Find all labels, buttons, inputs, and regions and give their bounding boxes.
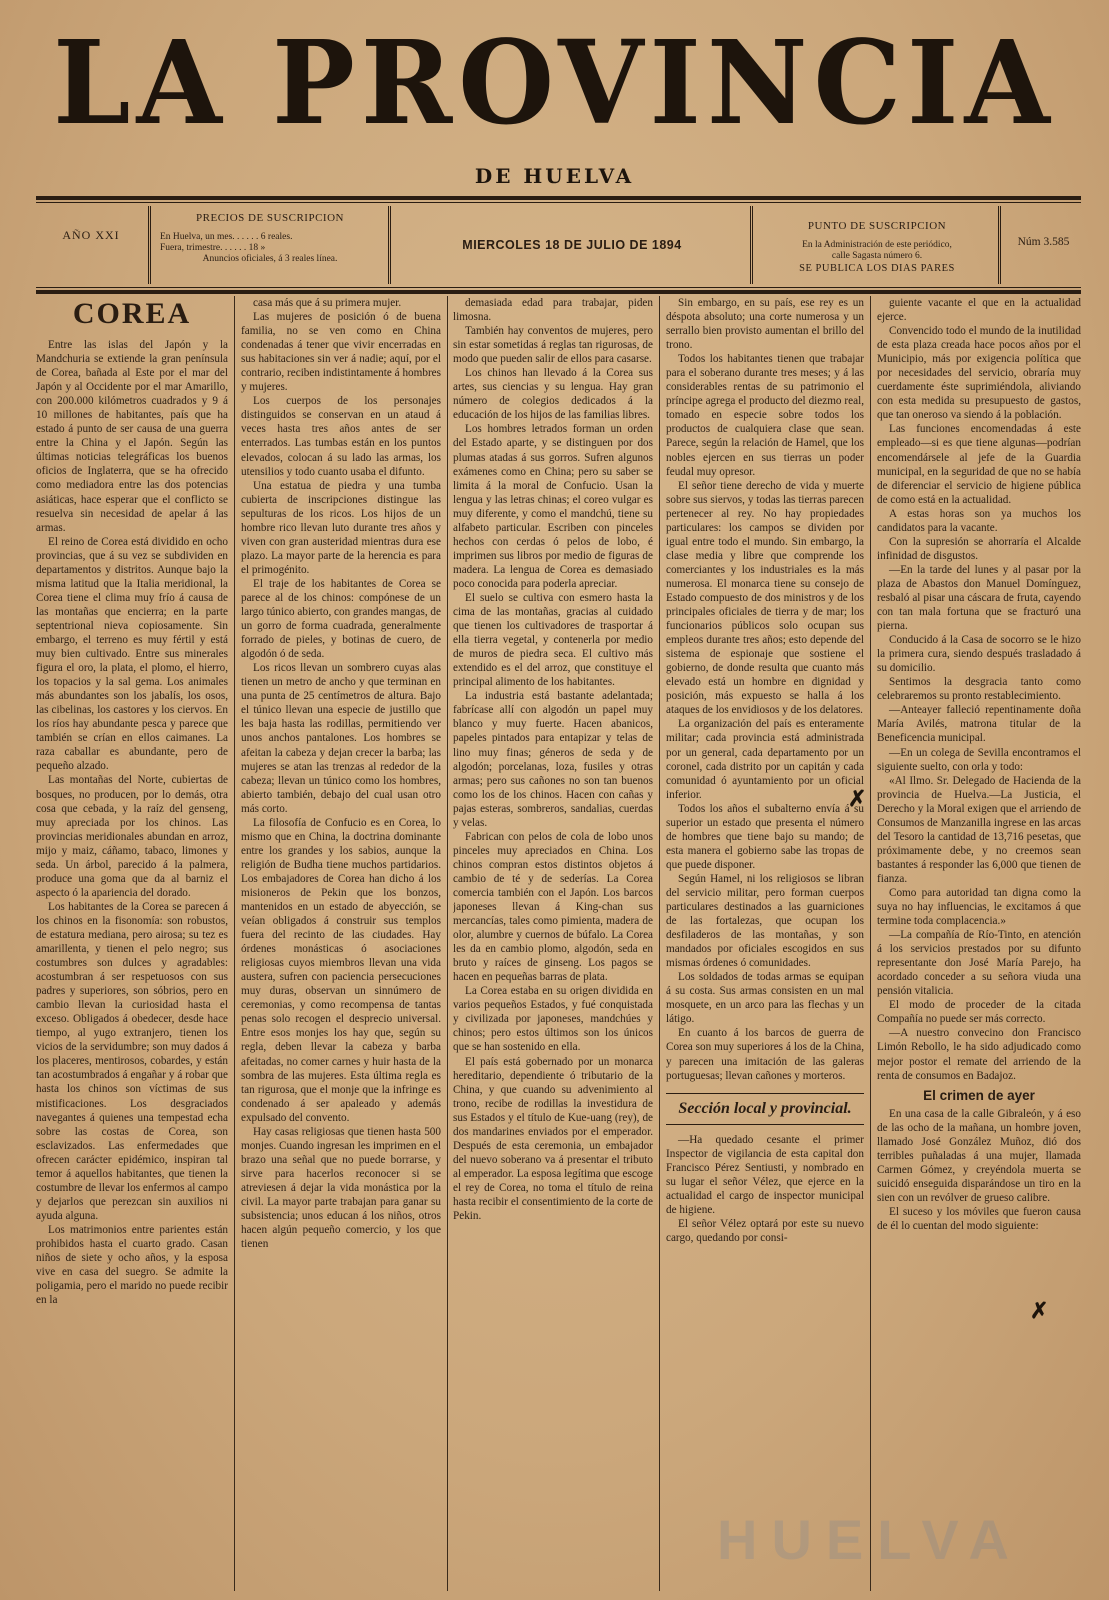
paragraph: —La compañía de Río-Tinto, en atención á los servicios prestados por su difunto representante don José María Parejo, ha acordado conceder a su señora viuda una pensión vitalicia. xyxy=(877,929,1081,998)
paragraph: La filosofía de Confucio es en Corea, lo mismo que en China, la doctrina dominante entre los grandes y los sabios, aunque la religión de Budha tiene muchos partidarios. Los embajadores de Corea han dicho á los misioneros de Pekin que los bonzos, mantenidos en un estado de abyección, se veían obligados á construir sus templos fuera del recinto de las ciudades. Hay órdenes monásticas ó asociaciones religiosas cuyos miembros llevan una vida austera, sufren con paciencia persecuciones muy duras, observan un sinnúmero de ceremonias, y como recompensa de tantas penas solo recogen el desprecio universal. Entre esos monjes los hay que, según su regla, deben llevar la cabeza y barba afeitadas, no comer carnes y huir hasta de la sombra de las mujeres. Esta última regla es tan rigurosa, que el monje que la infringe es condenado á ser apaleado y además expulsado del convento. xyxy=(241,816,441,1124)
paragraph: Como para autoridad tan digna como la suya no hay influencias, le excitamos á que termine toda complacencia.» xyxy=(877,886,1081,928)
paragraph: El reino de Corea está dividido en ocho provincias, que á su vez se subdividen en departamentos y distritos. Aunque bajo la misma latitud que la Italia meridional, la Corea tiene el clima muy frío á causa de las montañas que encierra; en la parte septentrional nieva copiosamente. Sin embargo, el terreno es muy fértil y está muy bien cultivado. Entre sus minerales figura el oro, la plata, el plomo, el hierro, los topacios y la sal gema. Los animales más abundantes son los jabalís, los osos, las cibelinas, los castores y los ciervos. En los ríos hay abundante pesca y parece que también se crían en ellos caimanes. La raza caballar es abundante, pero de pequeño alzado. xyxy=(36,535,228,773)
issue-date: MIERCOLES 18 DE JULIO DE 1894 xyxy=(462,238,682,252)
paragraph: Las montañas del Norte, cubiertas de bosques, no producen, por lo demás, otra cosa que cebada, y la raíz del genseng, muy apreciada por los chinos. Las provincias meridionales abundan en arroz, mijo y maiz, cáñamo, tabaco, limones y seda. Un árbol, parecido á la palmera, produce una goma que da al barniz el aspecto ó la apariencia del dorado. xyxy=(36,774,228,899)
paragraph: Las mujeres de posición ó de buena familia, no se ven como en China condenadas á tener que vivir encerradas en sus habitaciones sin ver á nadie; aquí, por el contrario, reciben indistintamente á hombres y mujeres. xyxy=(241,311,441,394)
article-columns xyxy=(36,296,1081,1591)
paragraph: En cuanto á los barcos de guerra de Corea son muy superiores á los de la China, y parecen una imitación de las galeras portuguesas; llevan cañones y morteros. xyxy=(666,1027,864,1082)
crime-heading: El crimen de ayer xyxy=(923,1087,1035,1103)
column-5 xyxy=(877,296,1081,1591)
handwritten-x-mark: ✗ xyxy=(848,786,867,811)
paragraph: Los ricos llevan un sombrero cuyas alas tienen un metro de ancho y que terminan en una punta de 25 centímetros de altura. Bajo el túnico llevan una especie de justillo que les baja hasta las rodillas, permitiendo ver unos anchos pantalones. Los hombres se afeitan la cabeza y dejan crecer la barba; las mujeres se atan las trenzas al rededor de la cabeza; llevan un túnico como los hombres, abierto también, debajo del cual usan otro más corto. xyxy=(241,662,441,815)
paragraph: El país está gobernado por un monarca hereditario, dependiente ó tributario de la China, y que cuando su advenimiento al trono, recibe de rodillas la investidura de sus Estados y el título de Kue-uang (rey), de dos mandarines enviados por el emperador. Después de esta ceremonia, un embajador del nuevo soberano va á presentar el tributo al emperador. La esposa legítima que escoge el rey de Corea, no toma el título de reina hasta recibir el consentimiento de la corte de Pekin. xyxy=(453,1055,653,1223)
paragraph: El señor Vélez optará por este su nuevo cargo, quedando por consi- xyxy=(666,1217,864,1244)
handwritten-x-mark: ✗ xyxy=(1030,1298,1049,1323)
bottom-rule-thin xyxy=(36,287,1081,288)
paragraph: La organización del país es enteramente militar; cada provincia está administrada por un general, cada departamento por un coronel, cada distrito por un capitán y cada comunidad ó ayuntamiento por un oficial inferior. xyxy=(666,718,864,801)
column-rule xyxy=(447,296,448,1591)
point-line: En la Administración de este periódico, xyxy=(802,240,952,250)
subscription-point xyxy=(758,204,996,286)
divider xyxy=(148,206,151,284)
year-label: AÑO XXI xyxy=(62,228,120,242)
point-heading: PUNTO DE SUSCRIPCION xyxy=(807,220,947,232)
price-line: Anuncios oficiales, á 3 reales línea. xyxy=(202,254,338,264)
issue-number: Núm 3.585 xyxy=(1017,236,1070,248)
subscription-prices xyxy=(154,204,386,286)
bottom-rule xyxy=(36,290,1081,294)
paragraph: Las funciones encomendadas á este empleado—si es que tiene algunas—podrían encomendársele al jefe de la Guardia municipal, en la seguridad de que no se había de diferenciar el servicio de higiene pública de como está en la actualidad. xyxy=(877,423,1081,506)
paragraph: Todos los habitantes tienen que trabajar para el soberano durante tres meses; y á las considerables rentas de su patrimonio el príncipe agrega el producto del diezmo real, tomado en especie sobre todos los productos de cualquiera clase que sean. Parece, según la relación de Hamel, que los nobles ejercen en sus tierras un poder feudal muy opresor. xyxy=(666,353,864,478)
paragraph: Los soldados de todas armas se equipan á su costa. Sus armas consisten en un mal mosquete, en un arco para las flechas y un látigo. xyxy=(666,971,864,1026)
column-3 xyxy=(453,296,653,1591)
paragraph: El traje de los habitantes de Corea se parece al de los chinos: compónese de un largo túnico abierto, con grandes mangas, de un gorro de forma cuadrada, generalmente forrado de pieles, y botinas de cuero, de algodón ó de seda. xyxy=(241,577,441,661)
prices-heading: PRECIOS DE SUSCRIPCION xyxy=(196,212,344,224)
paragraph: «Al Ilmo. Sr. Delegado de Hacienda de la provincia de Huelva.—La Justicia, el Derecho y la Moral exigen que el arriendo de Consumos de Manzanilla ingrese en las arcas del Tesoro la cantidad de 13,716 pesetas, que próximamente debe, y no creemos sean bastantes á responder las 6,000 que tienen de fianza. xyxy=(877,774,1081,885)
paragraph: También hay conventos de mujeres, pero sin estar sometidas á reglas tan rigurosas, de modo que pueden salir de ellos para casarse. xyxy=(453,325,653,366)
paragraph: Los chinos han llevado á la Corea sus artes, sus ciencias y su lengua. Hay gran número de colegios dedicados á la educación de los hijos de las familias libres. xyxy=(453,367,653,422)
paragraph: El señor tiene derecho de vida y muerte sobre sus siervos, y todas las tierras parecen pertenecer al rey. No hay propiedades particulares: los campos se dividen por igual entre todo el mundo. Sin embargo, la clase media y libre que comprende los comerciantes y los industriales es la más numerosa. El monarca tiene su consejo de Estado compuesto de dos ministros y de los principales oficiales de tierra y de mar; los funcionarios públicos solo ocupan sus empleos durante tres años; esto depende del sistema de espionaje que sostiene el gobierno, de donde resulta que cuanto más elevado está un hombre en dignidad y posición, más expuesto se halla á los ataques de los envidiosos y de los delatores. xyxy=(666,479,864,717)
paragraph: guiente vacante el que en la actualidad ejerce. xyxy=(877,297,1081,324)
paragraph: Según Hamel, ni los religiosos se libran del servicio militar, pero forman cuerpos particulares destinados a las guarniciones de las fortalezas, que ocupan los desfiladeros de las montañas, y son mandados por oficiales escogidos en sus mismas órdenes ó comunidades. xyxy=(666,872,864,970)
paragraph: Entre las islas del Japón y la Mandchuria se extiende la gran península de Corea, bañada al Este por el mar del Japón y al Occidente por el mar Amarillo, con 200.000 kilómetros cuadrados y 9 á 10 millones de habitantes, país que ha estado á punto de ser causa de una guerra entre la China y el Japón. Según las últimas noticias telegráficas los buenos oficios de Inglaterra, que se ha ofrecido como mediadora entre las dos potencias asiáticas, hace esperar que el conflicto se resuelva sin necesidad de apelar á las armas. xyxy=(36,339,228,534)
paragraph: Todos los años el subalterno envía á su superior un estado que presenta el número de hombres que tiene bajo su mando; de esta manera el gobierno sabe las tropas de que puede disponer. xyxy=(666,802,864,871)
paragraph: Sentimos la desgracia tanto como celebraremos su pronto restablecimiento. xyxy=(877,676,1081,703)
paragraph: Los cuerpos de los personajes distinguidos se conservan en un ataud á veces hasta tres años antes de ser enterrados. Las tumbas están en los puntos elevados, colocan á su lado las armas, los utensilios y todo cuanto usaba el difunto. xyxy=(241,395,441,478)
paragraph: La Corea estaba en su origen dividida en varios pequeños Estados, y fué conquistada y civilizada por japoneses, mandchúes y chinos; pero estos últimos son los únicos que se han sostenido en ella. xyxy=(453,985,653,1054)
paragraph: El modo de proceder de la citada Compañía no puede ser más correcto. xyxy=(877,999,1081,1026)
paragraph: —En la tarde del lunes y al pasar por la plaza de Abastos don Manuel Domínguez, resbaló al pisar una cáscara de fruta, cayendo con tan mala fortuna que se fracturó una pierna. xyxy=(877,563,1081,633)
section-heading: Sección local y provincial. xyxy=(666,1093,864,1125)
publication-days: SE PUBLICA LOS DIAS PARES xyxy=(799,263,955,274)
article-title: COREA xyxy=(72,297,192,330)
column-4 xyxy=(666,296,867,1591)
top-rule-thin xyxy=(36,202,1081,203)
paragraph: Hay casas religiosas que tienen hasta 500 monjes. Cuando ingresan les imprimen en el brazo una señal que no puede borrarse, y sirve para hacerlos reconocer si se atreviesen á dejar la vida monástica por la civil. La mayor parte trabajan para ganar su subsistencia; unos educan á los niños, otros hacen algún pequeño comercio, y los que tienen xyxy=(241,1125,441,1251)
paragraph: El suelo se cultiva con esmero hasta la cima de las montañas, gracias al cuidado que tienen los cultivadores de trasportar á ella tierra vegetal, y contenerla por medio de muros de piedra seca. El cultivo más extendido es el del arroz, que constituye el principal alimento de los habitantes. xyxy=(453,591,653,689)
masthead-subtitle: DE HUELVA xyxy=(474,164,635,188)
column-rule xyxy=(870,296,871,1591)
paragraph: Los habitantes de la Corea se parecen á los chinos en la fisonomía: son robustos, de estatura mediana, pero airosa; su tez es amarillenta, y tienen el pelo negro; sus costumbres son dulces y agradables: acostumbran á ser respetuosos con sus padres y superiores, son sóbrios, pero en cambio llevan la curiosidad hasta el exceso. Obligados á obedecer, desde hace tiempo, al yugo extranjero, tienen los vicios de la servidumbre; son muy dados á los placeres, mentirosos, cobardes, y están tan acostumbrados á engañar y á robar que hasta los chinos son víctimas de sus mistificaciones. Los desgraciados navegantes á quienes una tempestad echa sobre las costas de Corea, son esclavizados. Las enfermedades que ofrecen carácter epidémico, inspiran tal temor á aquellos habitantes, que tienen la costumbre de llevar los enfermos al campo y dejarlos que perezcan sin auxilios ni ayuda alguna. xyxy=(36,900,228,1222)
archive-watermark: HUELVA xyxy=(717,1508,1023,1571)
paragraph: Una estatua de piedra y una tumba cubierta de inscripciones distingue las sepulturas de los ricos. Los hijos de un hombre rico llevan luto durante tres años y viven con gran austeridad mientras dura ese plazo. La mayor parte de la herencia es para el primogénito. xyxy=(241,479,441,576)
column-rule xyxy=(234,296,235,1591)
paragraph: El suceso y los móviles que fueron causa de él lo cuentan del modo siguiente: xyxy=(877,1206,1081,1233)
paragraph: Fabrican con pelos de cola de lobo unos pinceles muy apreciados en China. Los chinos compran estos distintos objetos á cambio de té y de sederías. La Corea comercia también con el Japón. Los barcos japoneses llevan á King-chan sus mercancías, tales como pimienta, madera de olor, alumbre y cuernos de búfalo. La Corea les da en cambio plomo, algodón, seda en bruto y raíces de ginseng. Los pagos se hacen en pequeñas barras de plata. xyxy=(453,830,653,984)
price-line: En Huelva, un mes. . . . . . 6 reales. xyxy=(160,232,293,242)
divider xyxy=(388,206,391,284)
divider xyxy=(750,206,753,284)
column-rule xyxy=(659,296,660,1591)
masthead-title: LA PROVINCIA xyxy=(53,14,1056,151)
paragraph: demasiada edad para trabajar, piden limosna. xyxy=(453,297,653,324)
paragraph: Los hombres letrados forman un orden del Estado aparte, y se distinguen por dos plumas atadas á sus gorros. Sufren algunos exámenes como en China; pero su saber se limita á la moral de Confucio. Usan la lengua y las letras chinas; el coreo vulgar es muy diferente, y como el mandchú, tiene su alfabeto particular. Escriben con pinceles hechos con cerdas ó pelos de lobo, é imprimen sus libros por medio de figuras de madera. La lengua de Corea es demasiado poco conocida para poderla apreciar. xyxy=(453,423,653,590)
paragraph: —En un colega de Sevilla encontramos el siguiente suelto, con orla y todo: xyxy=(877,746,1081,773)
paragraph: —A nuestro convecino don Francisco Limón Rebollo, le ha sido adjudicado como mejor postor el remate del arriendo de la renta de consumos en Badajoz. xyxy=(877,1027,1081,1082)
paragraph: En una casa de la calle Gibraleón, y á eso de las ocho de la mañana, un hombre joven, llamado José González Muñoz, dió dos terribles puñaladas á una mujer, llamada Carmen Gómez, y creyéndola muerta se suicidó enseguida disparándose un tiro en la sien con un revólver de grueso calibre. xyxy=(877,1107,1081,1204)
paragraph: A estas horas son ya muchos los candidatos para la vacante. xyxy=(877,507,1081,534)
paragraph: La industria está bastante adelantada; fabrícase allí con algodón un papel muy blanco y muy fuerte. Hacen abanicos, papeles pintados para entapizar y telas de lino muy finas; géneros de seda y de algodón; porcelanas, loza, fusiles y otras armas; pero sus cañones no son tan buenos como los de los chinos. Hacen con cañas y pajas esteras, sombreros, sandalias, cuerdas y velas. xyxy=(453,690,653,829)
paragraph: casa más que á su primera mujer. xyxy=(253,297,402,309)
paragraph: —Anteayer falleció repentinamente doña María Avilés, matrona titular de la Beneficencia municipal. xyxy=(877,704,1081,745)
paragraph: Convencido todo el mundo de la inutilidad de esta plaza creada hace pocos años por el Municipio, más por exigencia política que por necesidades del servicio, obraría muy cuerdamente éste suprimiéndola, aliviando con esta medida su presupuesto de gastos, que tan oneroso va siendo á la población. xyxy=(877,325,1081,422)
divider xyxy=(998,206,1001,284)
price-line: Fuera, trimestre. . . . . . 18 » xyxy=(160,243,266,253)
info-bar xyxy=(36,204,1081,286)
paragraph: Los matrimonios entre parientes están prohibidos hasta el cuarto grado. Casan niños de siete y ocho años, y la esposa vive en casa del suegro. Se admite la poligamia, pero el marido no puede recibir en la xyxy=(36,1223,228,1307)
top-rule xyxy=(36,196,1081,200)
paragraph: —Ha quedado cesante el primer Inspector de vigilancia de esta capital don Francisco Pérez Sentiusti, y nombrado en su lugar el señor Vélez, que ejerce en la actualidad el cargo de inspector municipal de higiene. xyxy=(666,1133,864,1216)
column-2 xyxy=(241,296,441,1591)
point-line: calle Sagasta número 6. xyxy=(831,251,923,261)
column-1 xyxy=(36,296,228,1591)
paragraph: Sin embargo, en su país, ese rey es un déspota absoluto; una corte numerosa y un serrallo bien provisto aumentan el brillo del trono. xyxy=(666,297,864,352)
paragraph: Conducido á la Casa de socorro se le hizo la primera cura, siendo después trasladado á su domicilio. xyxy=(877,634,1081,675)
paragraph: Con la supresión se ahorraría el Alcalde infinidad de disgustos. xyxy=(877,535,1081,562)
